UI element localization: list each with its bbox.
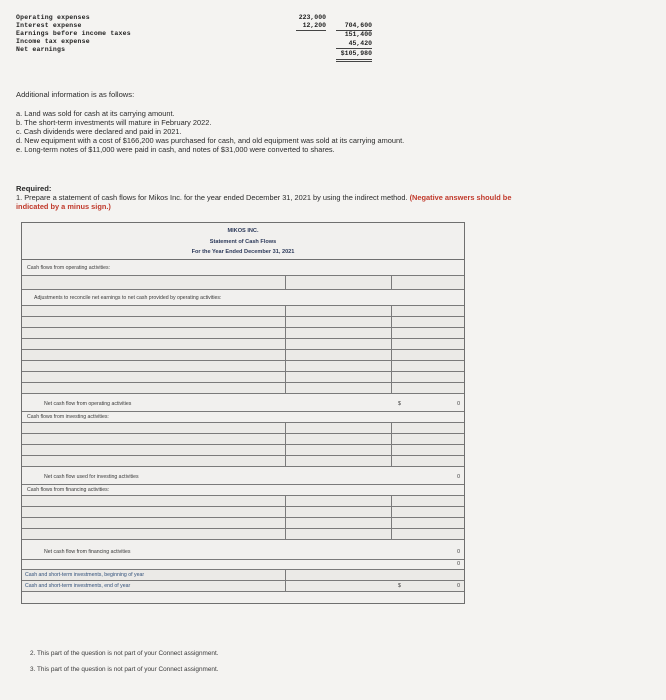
required-title: Required: (16, 184, 52, 193)
row-total-input[interactable] (392, 456, 464, 467)
row-total-input[interactable] (392, 361, 464, 372)
net-operating-row (22, 394, 464, 412)
row-amount-input[interactable] (286, 518, 392, 529)
row-total-input[interactable] (392, 445, 464, 456)
row-label-input[interactable] (22, 372, 286, 383)
table-row (22, 350, 464, 361)
beginning-cash-label: Cash and short-term investments, beginning of year (25, 572, 145, 578)
row-label-input[interactable] (22, 529, 286, 540)
row-label-input[interactable] (22, 496, 286, 507)
row-amount-input[interactable] (286, 423, 392, 434)
row-total-input[interactable] (392, 518, 464, 529)
row-amount-input[interactable] (286, 496, 392, 507)
adjustments-heading-row (22, 290, 464, 306)
income-col2-double-underline-b (336, 61, 372, 62)
table-row (22, 529, 464, 540)
income-label-net: Net earnings (16, 46, 66, 53)
table-row (22, 445, 464, 456)
net-investing-row (22, 467, 464, 485)
income-col2-tax: 45,420 (348, 40, 372, 47)
row-label-input[interactable] (22, 328, 286, 339)
beginning-cash-row (22, 570, 464, 581)
row-total-input[interactable] (392, 317, 464, 328)
income-label-operating: Operating expenses (16, 14, 90, 21)
table-row (22, 317, 464, 328)
operating-heading-row (22, 260, 464, 276)
table-row (22, 372, 464, 383)
additional-item-b: b. The short-term investments will mature in February 2022. (16, 118, 212, 127)
part-2-note: 2. This part of the question is not part of your Connect assignment. (30, 650, 219, 657)
row-amount-input[interactable] (286, 507, 392, 518)
ending-cash-value: 0 (457, 583, 460, 589)
table-row (22, 306, 464, 317)
row-label-input[interactable] (22, 339, 286, 350)
income-col2-underline-2 (336, 48, 372, 49)
income-col2-ebt: 151,400 (344, 31, 372, 38)
row-label-input[interactable] (22, 317, 286, 328)
required-instruction: 1. Prepare a statement of cash flows for Mikos Inc. for the year ended December 31, 2021 by using the indirect method. (16, 193, 408, 202)
income-col1-interest: 12,200 (302, 22, 326, 29)
row-label-input[interactable] (22, 383, 286, 394)
income-col2-ebit: 704,600 (344, 22, 372, 29)
investing-heading-row (22, 412, 464, 423)
beginning-value: 0 (457, 561, 460, 567)
row-label-input[interactable] (22, 276, 286, 289)
table-row (22, 361, 464, 372)
row-amount-input[interactable] (286, 339, 392, 350)
row-label-input[interactable] (22, 507, 286, 518)
row-total-input[interactable] (392, 350, 464, 361)
row-total-input[interactable] (392, 339, 464, 350)
statement-period: For the Year Ended December 31, 2021 (191, 249, 295, 255)
additional-item-a: a. Land was sold for cash at its carrying amount. (16, 109, 175, 118)
ending-cash-currency: $ (398, 583, 401, 589)
table-row (22, 276, 464, 290)
net-operating-total-input[interactable] (392, 394, 464, 411)
row-total-input[interactable] (392, 383, 464, 394)
operating-heading: Cash flows from operating activities: (27, 265, 111, 271)
income-col1-underline (296, 30, 326, 31)
row-amount-input[interactable] (286, 361, 392, 372)
financing-heading-row (22, 485, 464, 496)
net-investing-label: Net cash flow used for investing activities (44, 474, 139, 480)
table-row (22, 456, 464, 467)
part-3-note: 3. This part of the question is not part of your Connect assignment. (30, 666, 219, 673)
additional-item-d: d. New equipment with a cost of $166,200 was purchased for cash, and old equipment was sold at its carrying amount. (16, 136, 405, 145)
ending-cash-label: Cash and short-term investments, end of year (25, 583, 131, 589)
row-label-input[interactable] (22, 361, 286, 372)
row-amount-input[interactable] (286, 529, 392, 540)
row-amount-input[interactable] (286, 306, 392, 317)
row-total-input[interactable] (392, 496, 464, 507)
statement-company: MIKOS INC. (227, 228, 259, 234)
row-amount-input[interactable] (286, 372, 392, 383)
table-row (22, 496, 464, 507)
row-total-input[interactable] (392, 328, 464, 339)
income-label-interest: Interest expense (16, 22, 82, 29)
additional-item-c: c. Cash dividends were declared and paid in 2021. (16, 127, 182, 136)
row-amount-input[interactable] (286, 276, 392, 289)
row-total-input[interactable] (392, 306, 464, 317)
income-col2-double-underline-a (336, 59, 372, 60)
row-label-input[interactable] (22, 306, 286, 317)
row-total-input[interactable] (392, 529, 464, 540)
statement-title: Statement of Cash Flows (209, 239, 277, 245)
net-financing-value: 0 (457, 549, 460, 555)
row-amount-input[interactable] (286, 445, 392, 456)
row-label-input[interactable] (22, 423, 286, 434)
table-row (22, 507, 464, 518)
row-total-input[interactable] (392, 372, 464, 383)
net-investing-value: 0 (457, 474, 460, 480)
ending-cash-total-input[interactable] (392, 581, 464, 592)
net-financing-total-input[interactable] (392, 540, 464, 559)
row-amount-input[interactable] (286, 434, 392, 445)
table-row (22, 383, 464, 394)
financing-heading: Cash flows from financing activities: (27, 487, 110, 493)
row-label-input[interactable] (22, 518, 286, 529)
row-label-input[interactable] (22, 350, 286, 361)
income-label-tax: Income tax expense (16, 38, 90, 45)
row-total-input[interactable] (392, 507, 464, 518)
net-operating-value: 0 (457, 401, 460, 407)
ending-cash-row (22, 581, 464, 592)
table-row (22, 328, 464, 339)
additional-item-e: e. Long-term notes of $11,000 were paid in cash, and notes of $31,000 were converted to shares. (16, 145, 335, 154)
table-row (22, 423, 464, 434)
negative-answers-note: (Negative answers should be indicated by a minus sign.) (16, 193, 512, 211)
income-col2-net: $105,980 (340, 50, 372, 57)
row-total-input[interactable] (392, 276, 464, 289)
row-label-input[interactable] (22, 445, 286, 456)
income-label-ebt: Earnings before income taxes (16, 30, 131, 37)
additional-info-heading: Additional information is as follows: (16, 90, 135, 99)
required-text (16, 193, 536, 211)
row-amount-input[interactable] (286, 350, 392, 361)
table-row (22, 518, 464, 529)
row-total-input[interactable] (392, 434, 464, 445)
net-financing-row (22, 540, 464, 560)
table-row (22, 434, 464, 445)
net-operating-label: Net cash flow from operating activities (44, 401, 132, 407)
adjustments-heading: Adjustments to reconcile net earnings to net cash provided by operating activities: (34, 295, 222, 301)
net-change-row (22, 560, 464, 570)
net-investing-total-input[interactable] (392, 467, 464, 484)
investing-heading: Cash flows from investing activities: (27, 414, 109, 420)
row-label-input[interactable] (22, 434, 286, 445)
row-label-input[interactable] (22, 456, 286, 467)
row-amount-input[interactable] (286, 328, 392, 339)
net-operating-currency: $ (398, 401, 401, 407)
row-amount-input[interactable] (286, 456, 392, 467)
beginning-cash-total-input[interactable] (392, 570, 464, 581)
row-amount-input[interactable] (286, 317, 392, 328)
row-amount-input[interactable] (286, 383, 392, 394)
income-col1-operating: 223,000 (298, 14, 326, 21)
net-financing-label: Net cash flow from financing activities (44, 549, 131, 555)
table-row (22, 339, 464, 350)
cash-flow-statement (21, 222, 465, 604)
net-change-total-input[interactable] (392, 560, 464, 569)
row-total-input[interactable] (392, 423, 464, 434)
